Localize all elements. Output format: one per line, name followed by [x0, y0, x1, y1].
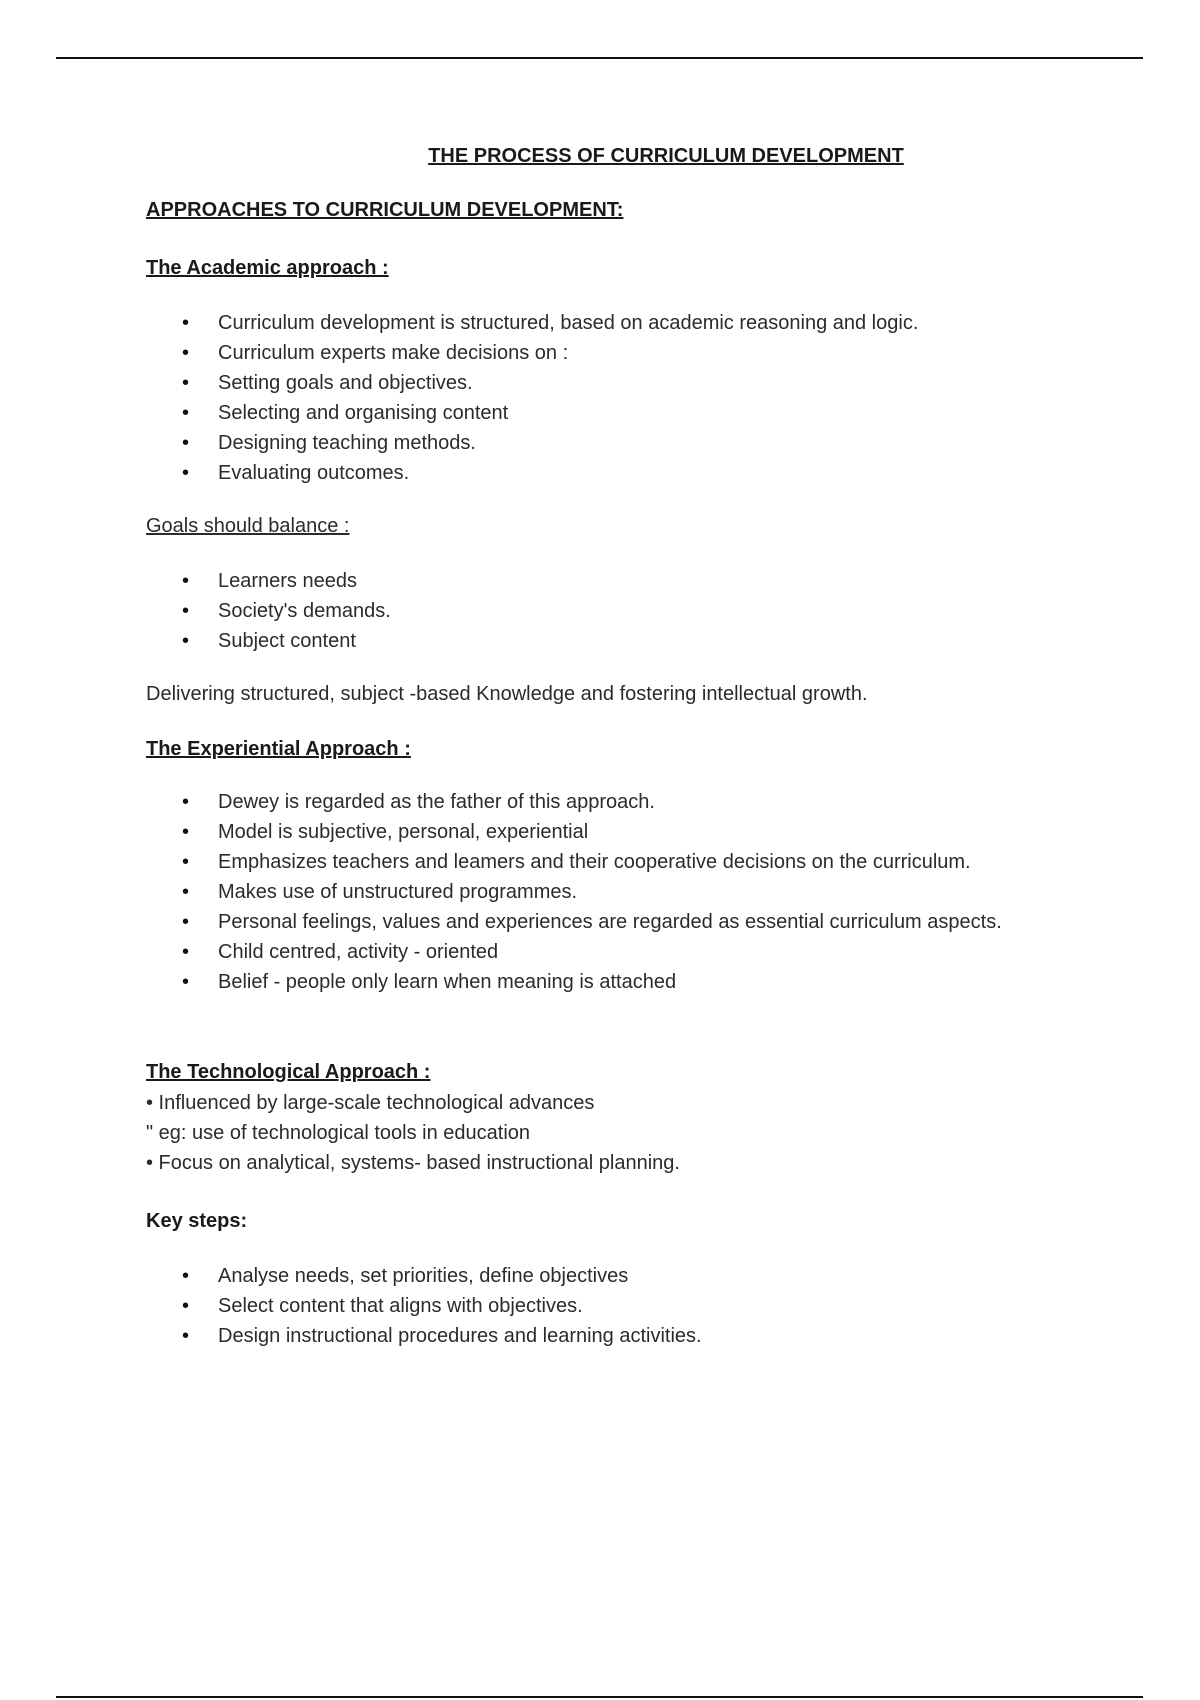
list-item: • Dewey is regarded as the father of this approach.: [146, 787, 1046, 817]
top-rule: [56, 57, 1143, 59]
goals-label: Goals should balance :: [146, 515, 350, 537]
list-item: • Designing teaching methods.: [146, 428, 1046, 458]
text-line: • Focus on analytical, systems- based instructional planning.: [146, 1152, 680, 1174]
list-item: • Model is subjective, personal, experiential: [146, 817, 1046, 847]
goals-list: [146, 566, 1046, 656]
key-steps-list: [146, 1261, 1046, 1351]
list-item: • Curriculum experts make decisions on :: [146, 338, 1046, 368]
list-item: • Evaluating outcomes.: [146, 458, 1046, 488]
experiential-heading: The Experiential Approach :: [146, 738, 411, 760]
technological-lines: [146, 1088, 1046, 1178]
list-item: • Society's demands.: [146, 596, 1046, 626]
list-item: • Subject content: [146, 626, 1046, 656]
list-item: • Setting goals and objectives.: [146, 368, 1046, 398]
bottom-rule: [56, 1696, 1143, 1698]
list-item: • Selecting and organising content: [146, 398, 1046, 428]
list-item: • Design instructional procedures and learning activities.: [146, 1321, 1046, 1351]
list-item: • Learners needs: [146, 566, 1046, 596]
document-title: THE PROCESS OF CURRICULUM DEVELOPMENT: [428, 145, 904, 167]
list-item: • Analyse needs, set priorities, define objectives: [146, 1261, 1046, 1291]
list-item: • Makes use of unstructured programmes.: [146, 877, 1046, 907]
academic-bullet-list: [146, 308, 1046, 488]
technological-heading: The Technological Approach :: [146, 1061, 431, 1083]
approaches-heading: APPROACHES TO CURRICULUM DEVELOPMENT:: [146, 199, 624, 221]
academic-heading: The Academic approach :: [146, 257, 389, 279]
list-item: • Belief - people only learn when meaning is attached: [146, 967, 1046, 997]
text-line: " eg: use of technological tools in education: [146, 1122, 531, 1144]
list-item: • Personal feelings, values and experiences are regarded as essential curriculum aspects.: [146, 907, 1046, 937]
list-item: • Curriculum development is structured, based on academic reasoning and logic.: [146, 308, 1046, 338]
list-item: • Child centred, activity - oriented: [146, 937, 1046, 967]
list-item: • Select content that aligns with objectives.: [146, 1291, 1046, 1321]
document-body: [146, 145, 1046, 1351]
text-line: • Influenced by large-scale technological advances: [146, 1092, 595, 1114]
list-item: • Emphasizes teachers and leamers and their cooperative decisions on the curriculum.: [146, 847, 1046, 877]
key-steps-label: Key steps:: [146, 1210, 248, 1232]
academic-summary: Delivering structured, subject -based Knowledge and fostering intellectual growth.: [146, 683, 868, 705]
experiential-bullet-list: [146, 787, 1046, 997]
